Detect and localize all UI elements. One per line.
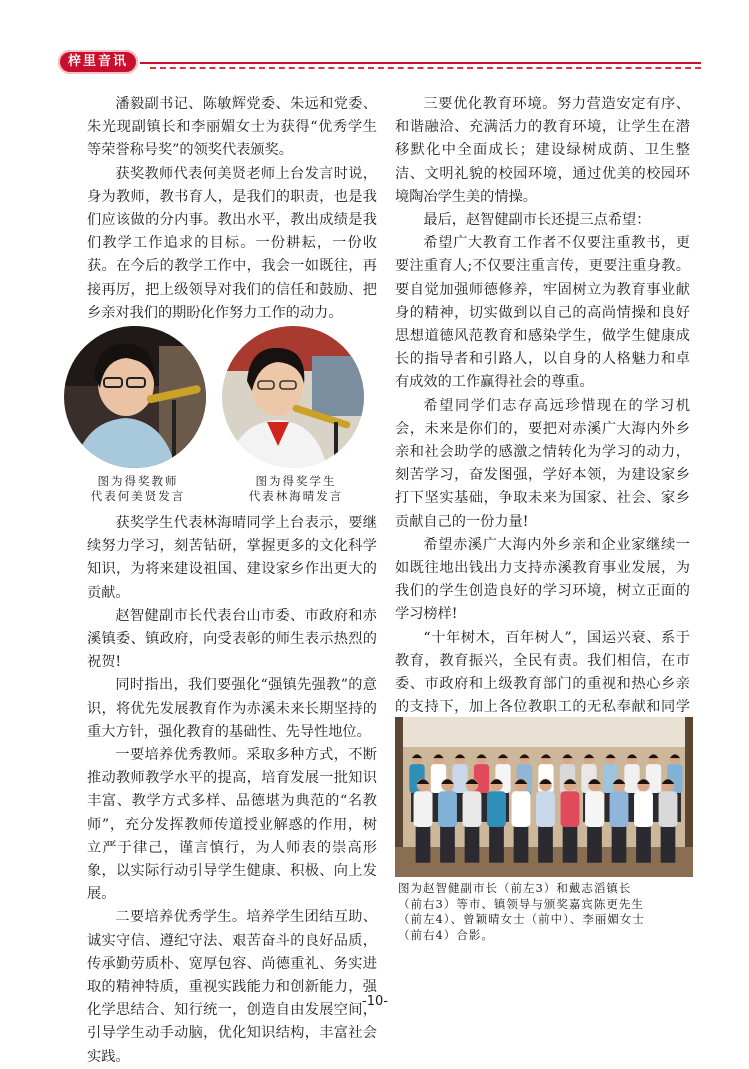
paragraph: 希望同学们志存高远珍惜现在的学习机会，未来是你们的，要把对赤溪广大海内外乡亲和社会助学的感激之情转化为学习的动力，刻苦学习，奋发图强，学好本领，为建设家乡打下坚实基础，争取未来为国家、社会、家乡贡献自己的一份力量!: [395, 397, 690, 530]
paragraph: 三要优化教育环境。努力营造安定有序、和谐融洽、充满活力的教育环境，让学生在潜移默化中全面成长；建设绿树成荫、卫生整洁、文明礼貌的校园环境，通过优美的校园环境陶冶学生美的情操。: [395, 96, 690, 205]
right-column: [395, 93, 690, 766]
paragraph: 最后，赵智健副市长还提三点希望：: [423, 212, 651, 229]
header-rule: [140, 62, 701, 64]
left-column-top: [87, 93, 377, 325]
paragraph: “十年树木，百年树人”，国运兴衰、系于教育，教育振兴，全民有责。我们相信，在市委、市政府和上级教育部门的重视和热心乡亲的支持下，加上各位教职工的无私奉献和同学: [395, 629, 690, 716]
paragraph: 获奖教师代表何美贤老师上台发言时说，身为教师，教书育人，是我们的职责，也是我们应该做的分内事。教出水平，教出成绩是我们教学工作追求的目标。一份耕耘，一份收获。在今后的教学工作中，我会一如既往，再接再厉，把上级领导对我们的信任和鼓励、把乡亲对我们的期盼化作努力工作的动力。: [87, 165, 377, 321]
paragraph: 同时指出，我们要强化“强镇先强教”的意识，将优先发展教育作为赤溪未来长期坚持的重大方针，强化教育的基础性、先导性地位。: [87, 677, 377, 740]
group-photo: [395, 717, 693, 877]
student-speech-photo: [222, 326, 364, 468]
paragraph: 潘毅副书记、陈敏辉党委、朱远和党委、朱光现副镇长和李丽媚女士为获得“优秀学生等荣誉称号奖”的领奖代表颁奖。: [87, 96, 377, 159]
header-dashed-rule: [150, 67, 701, 69]
paragraph: 二要培养优秀学生。培养学生团结互助、诚实守信、遵纪守法、艰苦奋斗的良好品质，传承勤劳质朴、宽厚包容、尚德重礼、务实进取的精神特质，重视实践能力和创新能力，强化学思结合、知行统一，创造自由发展空间，引导学生动手动脑，优化知识结构，丰富社会实践。: [87, 909, 377, 1065]
teacher-speech-photo: [64, 326, 206, 468]
left-column-bottom: [87, 512, 377, 1069]
page-number: -10-: [362, 994, 388, 1009]
teacher-photo-caption: 图为得奖教师 代表何美贤发言: [90, 474, 186, 503]
paragraph: 赵智健副市长代表台山市委、市政府和赤溪镇委、镇政府，向受表彰的师生表示热烈的祝贺!: [87, 607, 377, 671]
paragraph: 一要培养优秀教师。采取多种方式，不断推动教师教学水平的提高，培育发展一批知识丰富、教学方式多样、品德堪为典范的“名教师”，充分发挥教师传道授业解惑的作用，树立严于律己，谨言慎行，为人师表的崇高形象，以实际行动引导学生健康、积极、向上发展。: [87, 747, 377, 903]
paragraph: 希望赤溪广大海内外乡亲和企业家继续一如既往地出钱出力支持赤溪教育事业发展，为我们的学生创造良好的学习环境，树立正面的学习榜样!: [395, 536, 690, 623]
group-photo-caption: 图为赵智健副市长（前左3）和戴志滔镇长 （前右3）等市、镇领导与颁奖嘉宾陈更先生 （前左4）、曾颖晴女士（前中）、李丽媚女士 （前右4）合影。: [398, 881, 645, 942]
student-photo-caption: 图为得奖学生 代表林海晴发言: [248, 474, 344, 503]
paragraph: 获奖学生代表林海晴同学上台表示，要继续努力学习，刻苦钻研，掌握更多的文化科学知识，为将来建设祖国、建设家乡作出更大的贡献。: [87, 515, 377, 601]
paragraph: 希望广大教育工作者不仅要注重教书，更要注重育人;不仅要注重言传，更要注重身教。要自觉加强师德修养，牢固树立为教育事业献身的精神，切实做到以自己的高尚情操和良好思想道德风范教育和感染学生，做学生健康成长的指导者和引路人，以自身的人格魅力和卓有成效的工作赢得社会的尊重。: [395, 235, 690, 391]
section-badge: 梓里音讯: [58, 50, 138, 74]
